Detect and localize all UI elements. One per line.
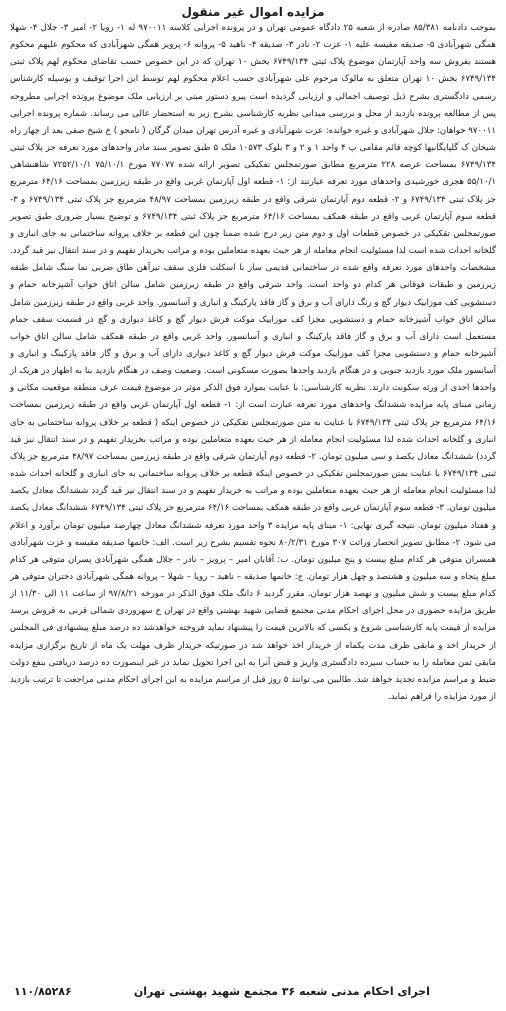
notice-code: ۱۱۰/۸۵۲۸۶	[14, 984, 72, 998]
auction-notice	[8, 4, 498, 1004]
notice-body: بموجب دادنامه ۸۵/۳۸۱ صادره از شعبه ۲۵ دادگاه عمومی تهران و در پرونده اجرایی کلاسه ۹۷۰۰۱۱ له ۱- رویا ۲- امیر ۳- جلال ۴- شهلا همگی شهرآبادی ۵- صدیقه مقیسه علیه ۱- عزت ۲- نادر ۳- صدیقه ۴- ناهید ۵- پروانه ۶- پرویز همگی شهرآبادی که محکوم علیهم محکوم هستند بفروش سه واحد آپارتمان موضوع پلاک ثبتی ۶۷۴۹/۱۳۴ بخش ۱۰ تهران که در این خصوص حسب تقاضای محکوم لهم پلاک ثبتی ۶۷۴۹/۱۳۴ بخش ۱۰ تهران متعلق به مالوک مرحوم علی شهرآبادی حسب اعلام محکوم لهم توسط این اجرا توقیف و بوسیله کارشناس رسمی دادگستری بشرح ذیل توصیف اجمالی و ارزیابی گردیده است پیرو دستور مبنی بر ارزیابی ملک موضوع پرونده اجرایی مطروحه پس از مطالعه پرونده بازدید از محل و بررسی میدانی نظریه کارشناسی بشرح زیر به استحضار عالی می رساند. شماره پرونده اجرایی ۹۷۰۰۱۱ خواهان: جلال شهرآبادی و غیره خوانده: عزت شهرآبادی و غیره آدرس تهران میدان گرگان ( نامجو ) خ شیخ صفی بعد از چهار راه شیخان ک گلپایگانیها کوچه قائم مقامی پ ۴ واحد ۱ و ۲ و ۳ بلوک ۱۰۵۷۳ ملک ۵ طبق تصویر سند مادر واحدهای مورد تعرفه جز پلاک ثبتی ۶۷۴۹/۱۳۴ بمساحت عرصه ۲۲۸ مترمربع مطابق صورتمجلس تفکیکی تصویر ارائه شده ۷۷۰۷۷ مورخ ۷۵/۱۰/۱ ۷۲۵۲/۱۰/۱ شاهنشاهی ۵۵/۱۰/۱ هجری خورشیدی واحدهای مورد تعرفه عبارتند از: ۱- قطعه اول آپارتمان غربی واقع در طبقه زیرزمین بمساحت ۶۴/۱۶ مترمربع جز پلاک ثبتی ۶۷۴۹/۱۳۴ و ۲- قطعه دوم آپارتمان شرقی واقع در طبقه زیرزمین بمساحت ۴۸/۹۷ مترمربع جز پلاک ثبتی ۶۷۴۹/۱۳۴ و ۳- قطعه سوم آپارتمان غربی واقع در طبقه همکف بمساحت ۶۴/۱۶ مترمربع جز پلاک ثبتی ۶۷۴۹/۱۳۴ و توضیح بسیار ضروری طبق تصویر صورتمجلس تفکیکی در خصوص قطعات اول و دوم متن زیر درج شده ضمنا چون این قطعه بر خلاف پروانه ساختمانی به جای انباری و گلخانه احداث شده است لذا مسئولیت انجام معامله از هر حیث بعهده متعاملین بوده و مراتب بخریدار تفهیم و در سند انتقال نیز قید گردد. مشخصات واحدهای مورد تعرفه واقع شده در ساختمانی قدیمی ساز با اسکلت فلزی سقف تیرآهن طاق ضربی نما سنگ شامل طبقه زیرزمین و طبقات فوقانی هر کدام دو واحد است. واحد شرقی واقع در طبقه زیرزمین شامل سالن اتاق خواب آشپزخانه حمام و دستشویی کف موزاییک دیوار گچ و رنگ دارای آب و برق و گاز فاقد پارکینگ و انباری و آسانسور. واحد غربی واقع در طبقه زیرزمین شامل سالن اتاق خواب آشپزخانه حمام و دستشویی مجزا کف موزاییک موکت فرش دیوار گچ و کاغذ دیواری و گچ در قسمت سقف حمام مستعمل است دارای آب و برق و گاز فاقد پارکینگ و انباری و آسانسور. واحد غربی واقع در طبقه همکف شامل سالن اتاق خواب آشپزخانه حمام و دستشویی مجزا کف موزاییک موکت فرش دیوار گچ و کاغذ دیواری دارای آب و برق و گاز فاقد پارکینگ و انباری و آسانسور ملک مورد بازدید جنوبی و در هنگام بازدید واحدها بصورت مسکونی است. وضعیت وصف در هنگام بازدید بنا به اظهار در هریک از واحدها احدی از ورثه سکونت دارند. نظریه کارشناسی: با عنایت بموارد فوق الذکر موثر در موضوع قیمت عرف منطقه موقعیت مکانی و زمانی مبنای پایه مزایده ششدانگ واحدهای مورد تعرفه عبارت است از: ۱- قطعه اول آپارتمان غربی واقع در طبقه زیرزمین بمساحت ۶۴/۱۶ مترمربع جز پلاک ثبتی ۶۷۴۹/۱۳۴ با عنایت به متن صورتمجلس تفکیکی در خصوص اینکه ( قطعه بر خلاف پروانه ساختمانی به جای انباری و گلخانه احداث شده لذا مسئولیت انجام معامله از هر حیث بعهده متعاملین بوده و مراتب بخریدار تفهیم و در سند انتقال نیز قید گردد) ششدانگ معادل یکصد و سی میلیون تومان. ۲- قطعه دوم آپارتمان شرقی واقع در طبقه زیرزمین بمساحت ۴۸/۹۷ مترمربع جز پلاک ثبتی ۶۷۴۹/۱۳۴ با عنایت بمتن صورتمجلس تفکیکی در خصوص اینکه قطعه بر خلاف پروانه ساختمانی به جای انباری و گلخانه احداث شده لذا مسئولیت انجام معامله از هر حیث بعهده متعاملین بوده و مراتب به خریدار تفهیم و در سند انتقال نیز قید گردد ششدانگ معادل یکصد میلیون تومان. ۳- قطعه سوم آپارتمان غربی واقع در طبقه همکف بمساحت ۶۴/۱۶ مترمربع جز پلاک ثبتی ۶۷۴۹/۱۳۴ ششدانگ معادل یکصد و هفتاد میلیون تومان. نتیجه گیری نهایی: ۱- مبنای پایه مزایده ۳ واحد مورد تعرفه ششدانگ معادل چهارصد میلیون تومان برآورد و اعلام می شود. ۲- مطابق تصویر انحصار وراثت ۳۰۷ مورخ ۸۰/۲/۳۱ نحوه تقسیم بشرح زیر است. الف: خانمها صدیقه مقیسه و عزت شهرآبادی همسران متوفی هر کدام مبلغ بیست و پنج میلیون تومان. ب: آقایان امیر – پرویز – نادر – جلال همگی شهرآبادی پسران متوفی هر کدام مبلغ پنجاه و سه میلیون و هشتصد و چهل هزار تومان. ج: خانمها صدیقه – ناهید – رویا – شهلا – پروانه همگی شهرآبادی دختران متوفی هر کدام مبلغ بیست و شش میلیون و نهصد هزار تومان. مقرر گردید ۶ دانگ ملک فوق الذکر در مورخه ۹۷/۸/۲۱ از ساعت ۱۱ الی ۱۱/۳۰ از طریق مزایده حضوری در محل اجرای احکام مدنی مجتمع قضایی شهید بهشتی واقع در تهران خ سهروردی شمالی قرنی به فروش برسد مزایده از قیمت پایه کارشناسی شروع و بکسی که بالاترین قیمت را پیشنهاد نماید فروخته خواهدشد ده درصد مبلغ پیشنهادی فی المجلس از خریدار اخذ و مابقی ظرف مدت یکماه از خریدار اخذ خواهد شد در صورتیکه خریدار ظرف مهلت یک ماه از تاریخ برگزاری مزایده مابقی ثمن معامله را به حساب سپرده دادگستری واریز و قبض آنرا به این اجرا تحویل نماید در غیر اینصورت ده درصد دریافتی بنفع دولت ضبط و مراسم مزایده تجدید خواهد شد. طالبین می توانند ۵ روز قبل از مراسم مزایده به این اجرای احکام مدنی مراجعت تا ترتیب بازدید از مورد مزایده را فراهم نماید.	[10, 23, 497, 703]
notice-signature: اجرای احکام مدنی شعبه ۳۶ مجتمع شهید بهشتی تهران	[133, 984, 430, 998]
notice-footer	[8, 980, 498, 1002]
notice-title: مزایده اموال غیر منقول	[181, 5, 325, 19]
